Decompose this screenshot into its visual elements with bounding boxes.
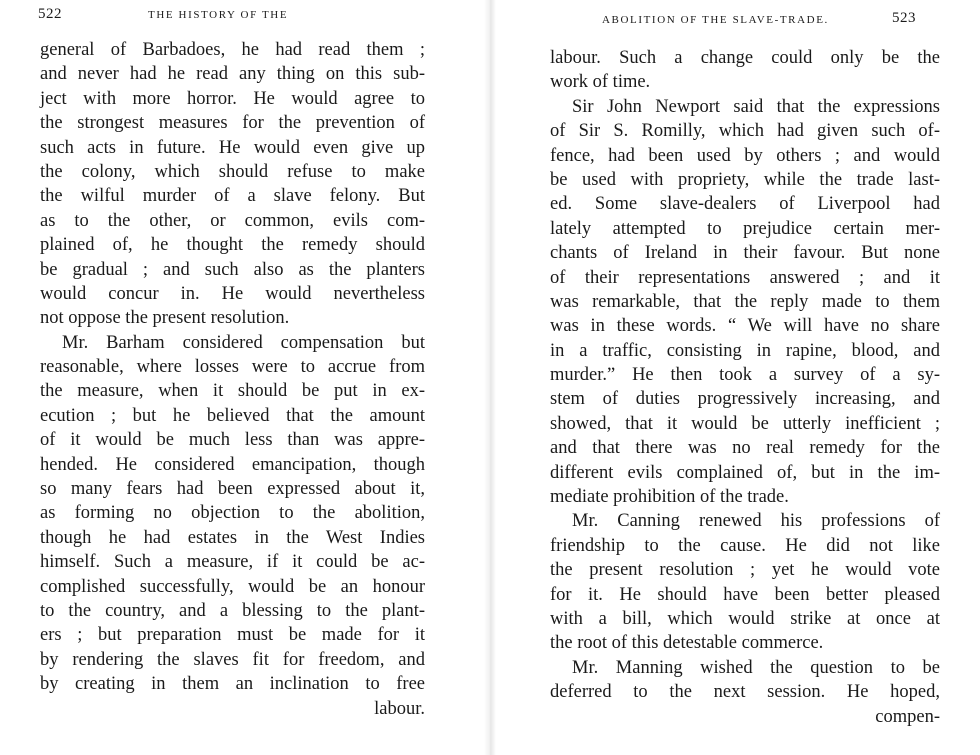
text-line: not oppose the present resolution. bbox=[40, 308, 290, 329]
left-running-head: THE HISTORY OF THE bbox=[148, 9, 289, 21]
text-line: Mr. Barham considered compensation but bbox=[62, 332, 425, 353]
text-line: for it. He should have been better pleased bbox=[550, 584, 940, 605]
right-page-text bbox=[550, 46, 940, 729]
right-page-number: 523 bbox=[892, 10, 916, 26]
text-line: though he had estates in the West Indies bbox=[40, 527, 425, 548]
text-line: would concur in. He would nevertheless bbox=[40, 283, 425, 304]
text-line: by rendering the slaves fit for freedom, and bbox=[40, 649, 425, 670]
text-line: murder.” He then took a survey of a sy- bbox=[550, 365, 940, 386]
text-line: such acts in future. He would even give up bbox=[40, 137, 425, 158]
text-line: of Sir S. Romilly, which had given such of- bbox=[550, 121, 940, 142]
text-line: labour. Such a change could only be the bbox=[550, 48, 940, 68]
text-line: compen- bbox=[875, 706, 940, 727]
text-line: the measure, when it should be put in ex- bbox=[40, 381, 425, 402]
text-line: as to the other, or common, evils com- bbox=[40, 210, 425, 231]
text-line: to the country, and a blessing to the plant- bbox=[40, 600, 425, 621]
text-line: with a bill, which would strike at once at bbox=[550, 608, 940, 629]
text-line: reasonable, where losses were to accrue from bbox=[40, 357, 425, 378]
text-line: be used with propriety, while the trade last- bbox=[550, 169, 940, 190]
text-line: so many fears had been expressed about it, bbox=[40, 479, 425, 500]
text-line: general of Barbadoes, he had read them ; bbox=[40, 40, 425, 60]
text-line: the colony, which should refuse to make bbox=[40, 161, 425, 182]
text-line: showed, that it would be utterly inefficient ; bbox=[550, 413, 940, 434]
text-line: in a traffic, consisting in rapine, blood, and bbox=[550, 340, 940, 361]
book-gutter bbox=[484, 0, 496, 755]
text-line: of their representations answered ; and it bbox=[550, 267, 940, 288]
text-line: complished successfully, would be an honour bbox=[40, 576, 425, 597]
text-line: the wilful murder of a slave felony. But bbox=[40, 186, 425, 207]
text-line: and that there was no real remedy for the bbox=[550, 438, 940, 459]
text-line: ecution ; but he believed that the amount bbox=[40, 405, 425, 426]
text-line: different evils complained of, but in the im- bbox=[550, 462, 940, 483]
text-line: was remarkable, that the reply made to them bbox=[550, 291, 940, 312]
text-line: friendship to the cause. He did not like bbox=[550, 535, 940, 556]
text-line: of it would be much less than was appre- bbox=[40, 430, 425, 451]
right-page bbox=[500, 0, 980, 755]
text-line: as forming no objection to the abolition, bbox=[40, 503, 425, 524]
text-line: Mr. Canning renewed his professions of bbox=[572, 511, 940, 532]
text-line: Mr. Manning wished the question to be bbox=[572, 657, 940, 678]
text-line: labour. bbox=[374, 698, 425, 719]
text-line: work of time. bbox=[550, 72, 651, 93]
text-line: mediate prohibition of the trade. bbox=[550, 487, 789, 508]
text-line: plained of, he thought the remedy should bbox=[40, 235, 425, 256]
text-line: and never had he read any thing on this sub- bbox=[40, 64, 425, 85]
text-line: ject with more horror. He would agree to bbox=[40, 88, 425, 109]
text-line: ed. Some slave-dealers of Liverpool had bbox=[550, 194, 940, 215]
left-page-text bbox=[40, 38, 425, 721]
text-line: was in these words. “ We will have no share bbox=[550, 316, 940, 337]
text-line: Sir John Newport said that the expressions bbox=[572, 96, 940, 117]
text-line: be gradual ; and such also as the planters bbox=[40, 259, 425, 280]
text-line: the present resolution ; yet he would vote bbox=[550, 560, 940, 581]
text-line: deferred to the next session. He hoped, bbox=[550, 682, 940, 703]
text-line: by creating in them an inclination to free bbox=[40, 674, 425, 695]
left-page bbox=[0, 0, 480, 755]
text-line: the root of this detestable commerce. bbox=[550, 633, 824, 654]
text-line: stem of duties progressively increasing, and bbox=[550, 389, 940, 410]
text-line: lately attempted to prejudice certain mer- bbox=[550, 218, 940, 239]
left-page-number: 522 bbox=[38, 6, 62, 22]
text-line: himself. Such a measure, if it could be ac- bbox=[40, 552, 425, 573]
right-running-head: ABOLITION OF THE SLAVE-TRADE. bbox=[602, 14, 829, 26]
text-line: hended. He considered emancipation, though bbox=[40, 454, 425, 475]
text-line: ers ; but preparation must be made for it bbox=[40, 625, 425, 646]
text-line: the strongest measures for the prevention of bbox=[40, 113, 425, 134]
text-line: fence, had been used by others ; and would bbox=[550, 145, 940, 166]
text-line: chants of Ireland in their favour. But none bbox=[550, 243, 940, 264]
